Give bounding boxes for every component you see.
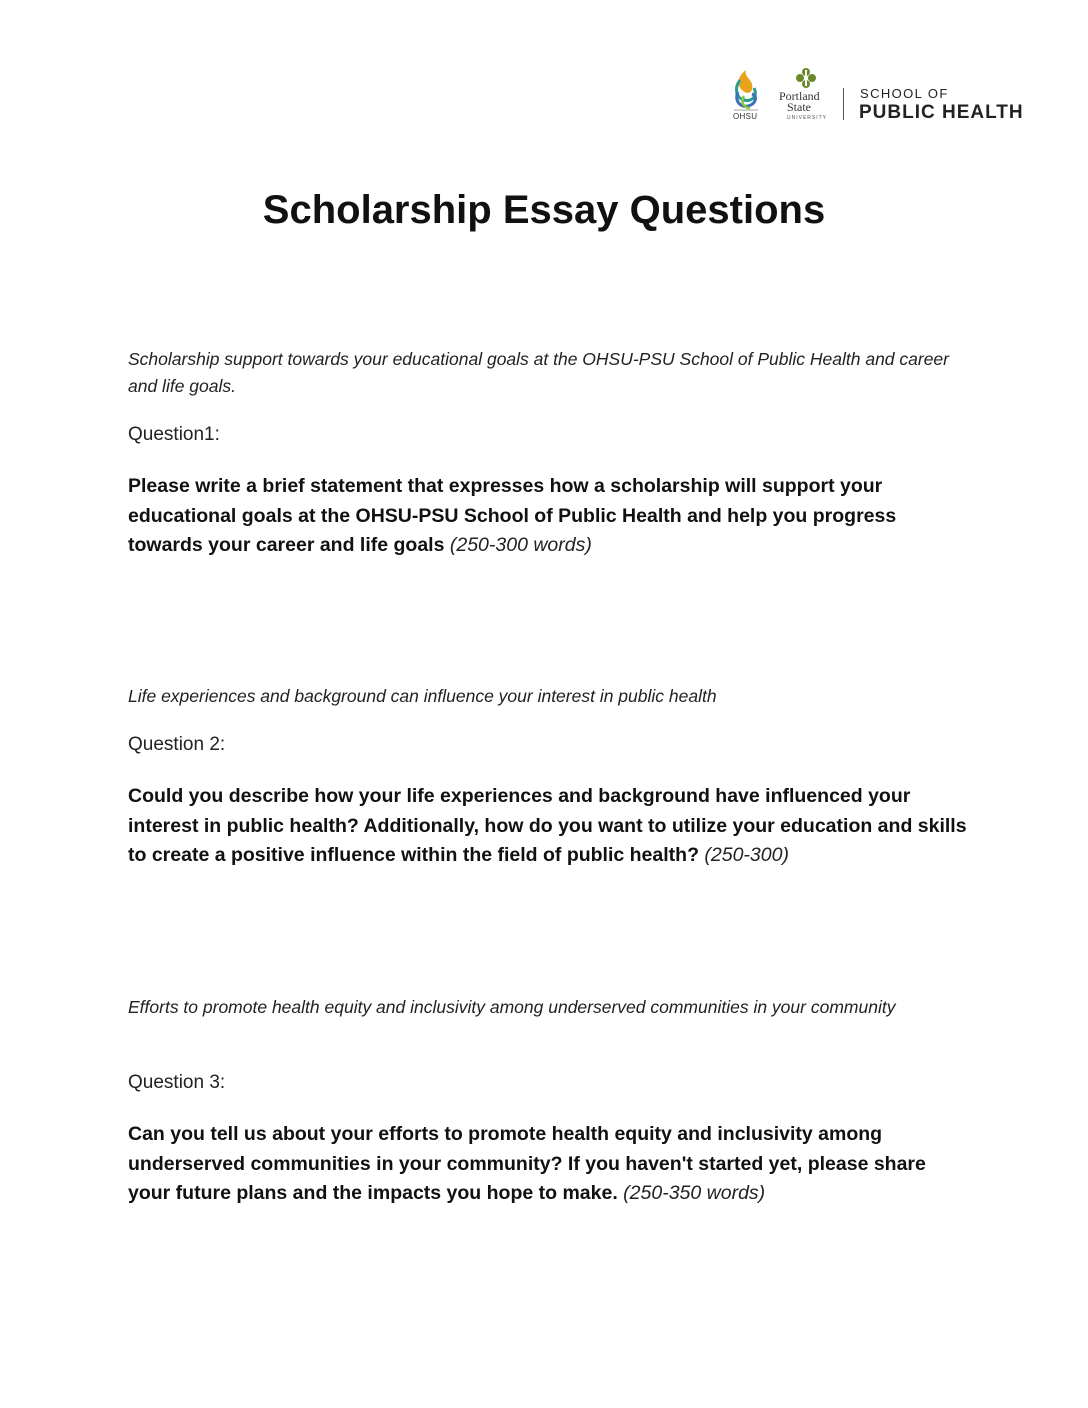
ohsu-label: OHSU <box>733 112 758 121</box>
question-2-body: Could you describe how your life experiences and background have influenced your interest in public health? Additionally, how do you want to utilize your education and skills to create a positive influence within the field of public health? <box>128 785 967 866</box>
psu-name-line1: Portland <box>779 89 820 103</box>
question-3-word-count: (250-350 words) <box>623 1182 766 1204</box>
question-1-body: Please write a brief statement that expresses how a scholarship will support your educational goals at the OHSU-PSU School of Public Health and help you progress towards your career and life goals <box>128 475 897 556</box>
section-2-intro: Life experiences and background can influence your interest in public health <box>128 686 717 706</box>
logo-divider <box>843 88 844 120</box>
public-health-label: PUBLIC HEALTH <box>859 102 1024 123</box>
question-1-text <box>128 472 968 561</box>
question-1-word-count: (250-300 words) <box>449 534 592 556</box>
question-3-text <box>128 1120 968 1209</box>
psu-name <box>779 91 820 113</box>
header-logos <box>730 66 1030 126</box>
question-3-label: Question 3: <box>128 1072 226 1093</box>
psu-small-label: UNIVERSITY <box>787 115 828 121</box>
section-3-intro: Efforts to promote health equity and inclusivity among underserved communities in your community <box>128 997 896 1017</box>
question-3-body: Can you tell us about your efforts to promote health equity and inclusivity among underserved communities in your community? If you haven't started yet, please share your future plans and the impacts you hope to make. <box>128 1123 926 1204</box>
question-2-text <box>128 782 968 871</box>
question-2-label: Question 2: <box>128 734 226 755</box>
psu-name-line2: State <box>787 100 811 114</box>
section-1-intro: Scholarship support towards your educational goals at the OHSU-PSU School of Public Health and career and life goals. <box>128 349 949 396</box>
question-2-word-count: (250-300) <box>704 844 789 866</box>
page-title: Scholarship Essay Questions <box>262 188 826 232</box>
question-1-label: Question1: <box>128 424 220 445</box>
school-of-label: SCHOOL OF <box>860 86 949 101</box>
